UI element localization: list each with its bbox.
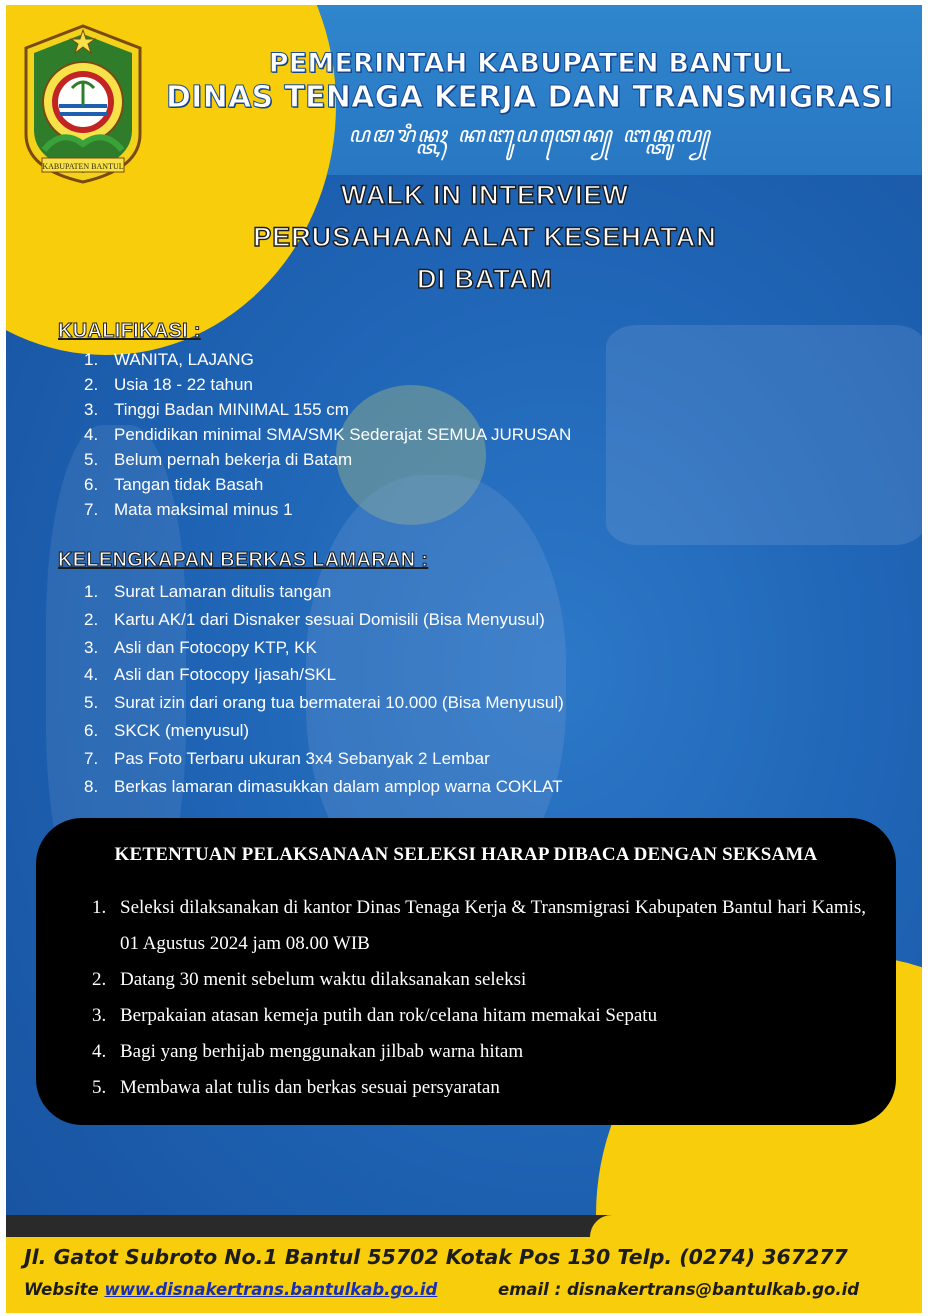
list-item: 8. Berkas lamaran dimasukkan dalam amplop warna COKLAT <box>84 776 563 796</box>
list-item: 2. Kartu AK/1 dari Disnaker sesuai Domisili (Bisa Menyusul) <box>84 609 545 629</box>
rules-list <box>92 890 882 1106</box>
rules-heading: KETENTUAN PELAKSANAAN SELEKSI HARAP DIBACA DENGAN SEKSAMA <box>114 844 818 865</box>
footer-yellow-corner <box>590 1215 922 1237</box>
website-link[interactable]: www.disnakertrans.bantulkab.go.id <box>104 1280 438 1299</box>
list-item: 7. Mata maksimal minus 1 <box>84 500 293 519</box>
header-line-2: DINAS TENAGA KERJA DAN TRANSMIGRASI <box>165 80 895 115</box>
header-line-1: PEMERINTAH KABUPATEN BANTUL <box>268 48 792 79</box>
rules-box <box>36 818 896 1125</box>
berkas-list <box>84 581 564 803</box>
logo-label: KABUPATEN BANTUL <box>42 162 124 171</box>
list-item: 4. Bagi yang berhijab menggunakan jilbab warna hitam <box>92 1041 524 1062</box>
list-item: 1. Surat Lamaran ditulis tangan <box>84 582 332 601</box>
list-item: 7. Pas Foto Terbaru ukuran 3x4 Sebanyak 2 Lembar <box>84 748 490 768</box>
list-item: 4. Asli dan Fotocopy Ijasah/SKL <box>84 665 337 685</box>
email-address[interactable]: disnakertrans@bantulkab.go.id <box>566 1280 860 1299</box>
email-block <box>498 1280 859 1299</box>
list-item: 5. Surat izin dari orang tua bermaterai 10.000 (Bisa Menyusul) <box>84 693 564 713</box>
list-item: 1. Seleksi dilaksanakan di kantor Dinas Tenaga Kerja & Transmigrasi Kabupaten Bantul hari Kamis, 01 Agustus 2024 jam 08.00 WIB <box>92 897 867 954</box>
kualifikasi-list <box>84 349 571 524</box>
email-label: email : <box>498 1280 562 1299</box>
footer-address: Jl. Gatot Subroto No.1 Bantul 55702 Kotak Pos 130 Telp. (0274) 367277 <box>24 1245 848 1269</box>
title-line-2: PERUSAHAAN ALAT KESEHATAN <box>253 222 717 252</box>
machine-silhouette <box>606 325 922 545</box>
berkas-heading: KELENGKAPAN BERKAS LAMARAN : <box>58 549 429 571</box>
list-item: 6. SKCK (menyusul) <box>84 720 250 740</box>
list-item: 3. Asli dan Fotocopy KTP, KK <box>84 637 317 657</box>
list-item: 3. Tinggi Badan MINIMAL 155 cm <box>84 400 349 419</box>
list-item: 5. Belum pernah bekerja di Batam <box>84 450 353 469</box>
kualifikasi-heading: KUALIFIKASI : <box>58 320 201 342</box>
list-item: 6. Tangan tidak Basah <box>84 475 264 494</box>
list-item: 2. Datang 30 menit sebelum waktu dilaksanakan seleksi <box>92 969 527 990</box>
title-line-1: WALK IN INTERVIEW <box>340 180 629 210</box>
list-item: 2. Usia 18 - 22 tahun <box>84 375 253 394</box>
footer-contact-line <box>24 1280 894 1299</box>
header-javanese-script: ꦥꦩꦫꦶꦤ꧀ꦠꦃ ꦏꦧꦸꦥꦠꦺꦤ꧀ ꦧꦤ꧀ꦠꦸꦭ꧀ <box>348 123 712 148</box>
list-item: 1. WANITA, LAJANG <box>84 350 254 369</box>
list-item: 5. Membawa alat tulis dan berkas sesuai persyaratan <box>92 1077 500 1098</box>
title-line-3: DI BATAM <box>417 264 553 294</box>
list-item: 4. Pendidikan minimal SMA/SMK Sederajat SEMUA JURUSAN <box>84 425 572 444</box>
list-item: 3. Berpakaian atasan kemeja putih dan rok/celana hitam memakai Sepatu <box>92 1005 658 1026</box>
bantul-logo-icon <box>22 24 144 184</box>
website-label: Website <box>24 1280 99 1299</box>
